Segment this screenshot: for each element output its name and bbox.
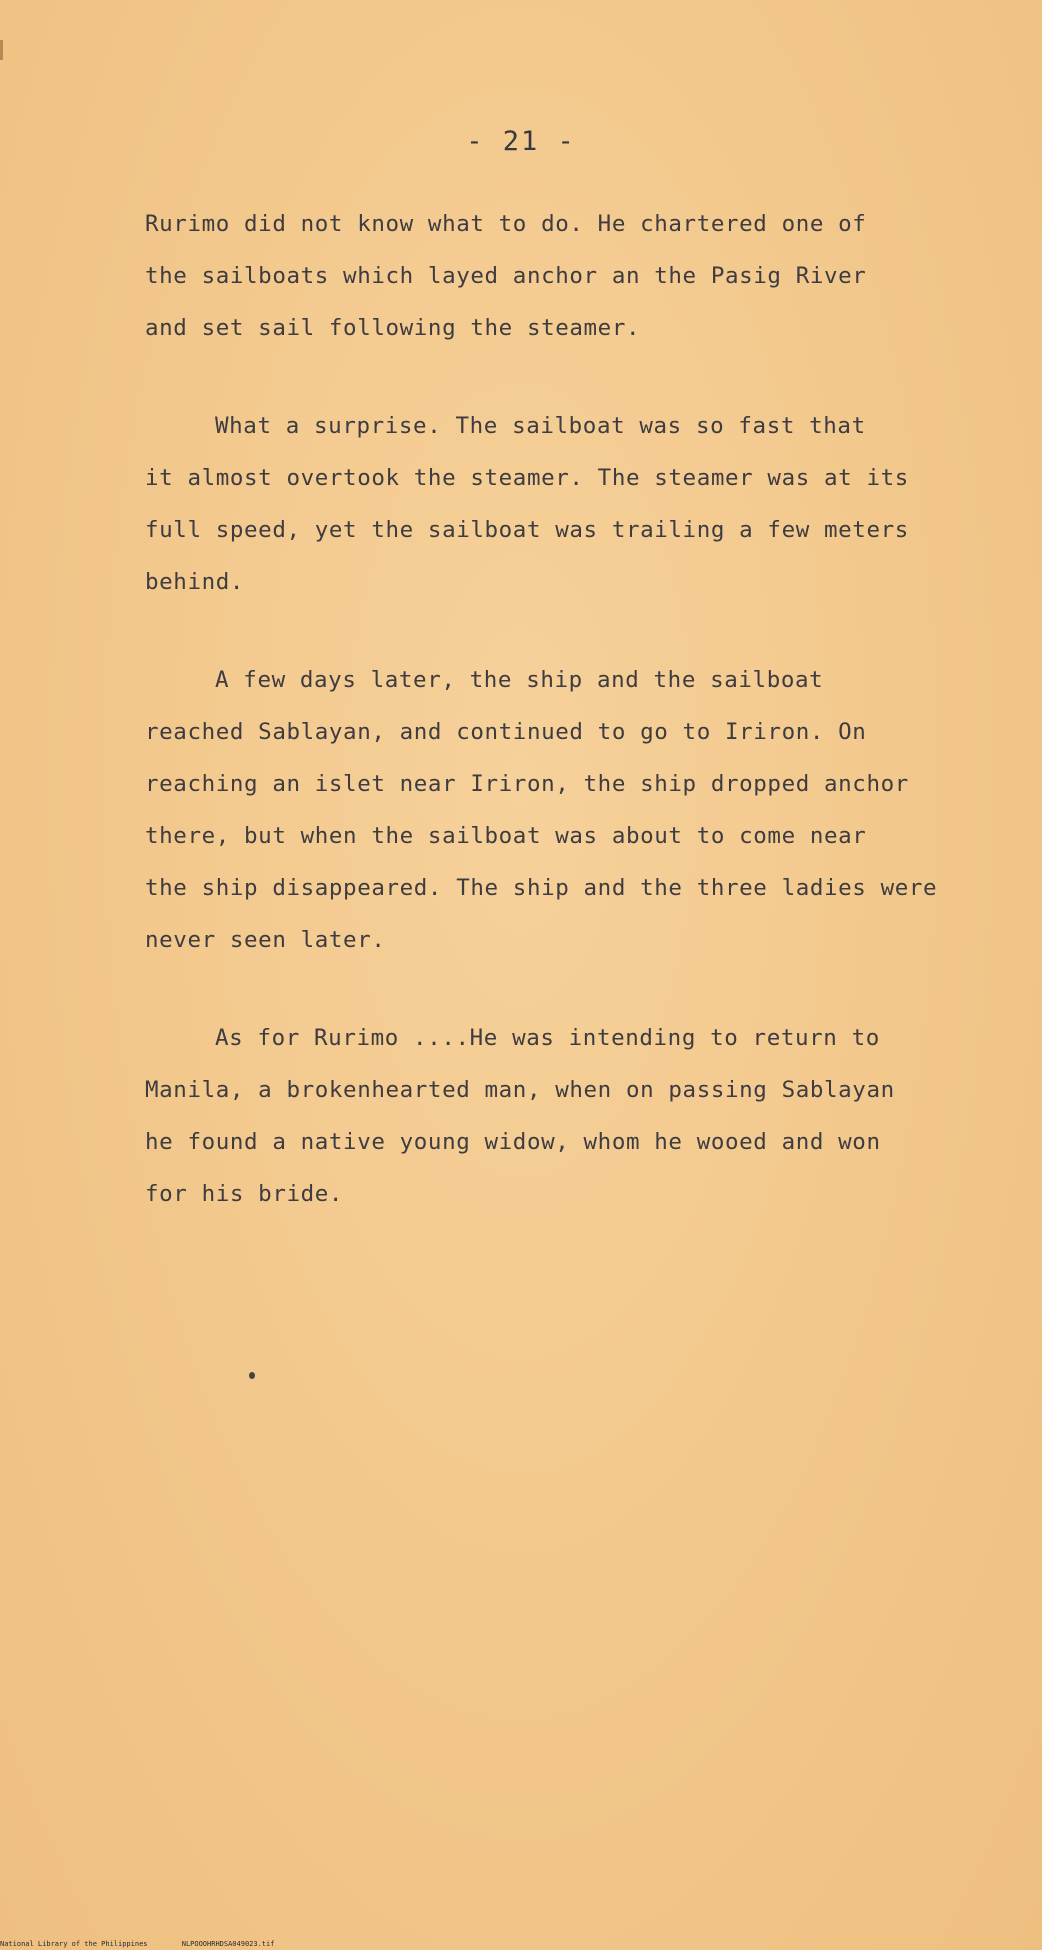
text-line: What a surprise. The sailboat was so fast that — [215, 413, 866, 439]
footer-library: National Library of the Philippines — [0, 1940, 148, 1948]
page-number: - 21 - — [466, 126, 576, 157]
text-line: reaching an islet near Iriron, the ship dropped anchor — [145, 771, 909, 797]
text-line: there, but when the sailboat was about to come near — [145, 823, 867, 849]
edge-mark — [0, 40, 3, 60]
paragraph-3 — [145, 654, 965, 966]
ink-speck — [249, 1372, 255, 1379]
text-line: it almost overtook the steamer. The steamer was at its — [145, 465, 909, 491]
paragraph-4 — [145, 1012, 965, 1220]
text-line: full speed, yet the sailboat was trailing a few meters — [145, 517, 909, 543]
text-line: reached Sablayan, and continued to go to Iriron. On — [145, 719, 867, 745]
text-line: As for Rurimo ....He was intending to return to — [215, 1025, 880, 1051]
text-line: never seen later. — [145, 927, 386, 953]
text-line: he found a native young widow, whom he wooed and won — [145, 1129, 881, 1155]
paragraph-1 — [145, 198, 965, 354]
text-line: A few days later, the ship and the sailboat — [215, 667, 824, 693]
scan-footer — [0, 1940, 304, 1948]
text-line: and set sail following the steamer. — [145, 315, 641, 341]
text-line: behind. — [145, 569, 245, 595]
text-line: the sailboats which layed anchor an the Pasig River — [145, 263, 867, 289]
paragraph-2 — [145, 400, 965, 608]
text-line: for his bride. — [145, 1181, 344, 1207]
footer-file: NLPOOOHRHDSA049023.tif — [181, 1940, 275, 1948]
body-text — [145, 198, 965, 1266]
text-line: Rurimo did not know what to do. He chartered one of — [145, 211, 867, 237]
text-line: Manila, a brokenhearted man, when on passing Sablayan — [145, 1077, 895, 1103]
text-line: the ship disappeared. The ship and the three ladies were — [145, 875, 938, 901]
